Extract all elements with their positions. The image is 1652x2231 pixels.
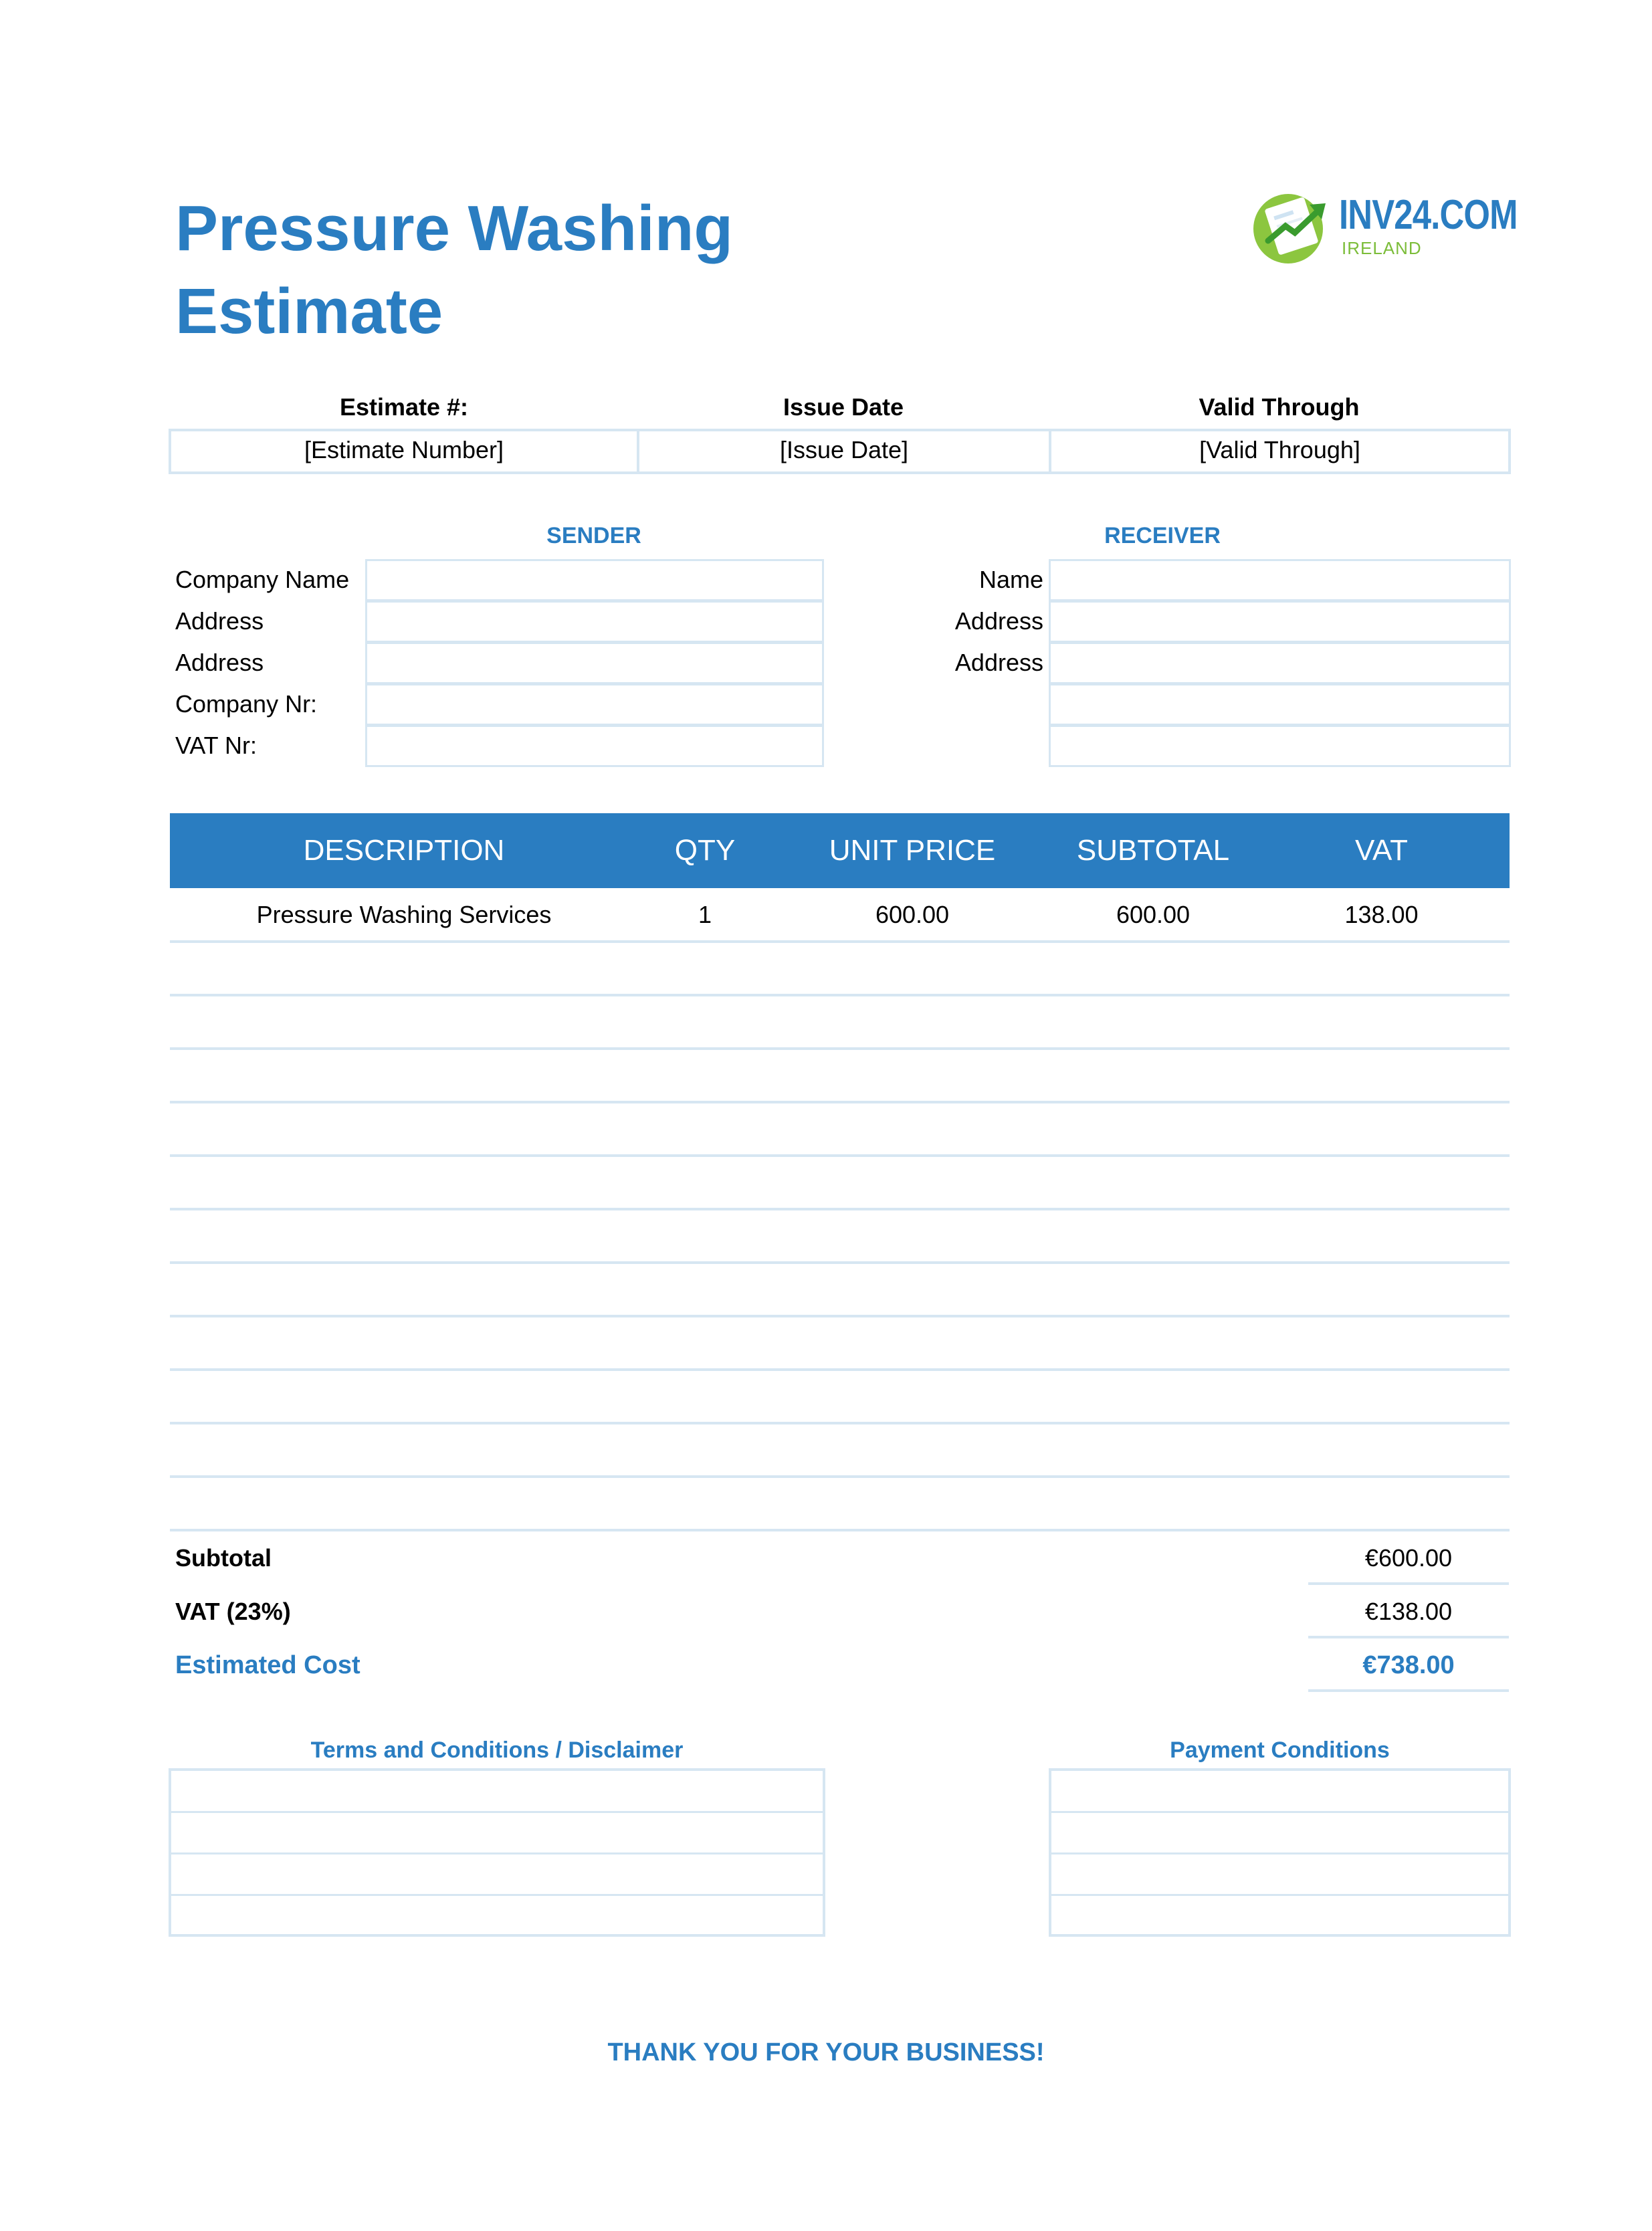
issue-date-field[interactable] xyxy=(637,429,1051,474)
sender-label-address-1: Address xyxy=(175,607,264,635)
thank-you-message: THANK YOU FOR YOUR BUSINESS! xyxy=(607,2038,1045,2066)
row-divider xyxy=(170,994,1510,996)
sender-address-1-input[interactable] xyxy=(365,601,824,643)
receiver-extra-1-input[interactable] xyxy=(1049,683,1511,726)
row-unit-price: 600.00 xyxy=(875,901,950,928)
row-divider xyxy=(170,1208,1510,1210)
terms-textarea[interactable] xyxy=(169,1768,825,1937)
valid-through-field[interactable] xyxy=(1049,429,1511,474)
row-description: Pressure Washing Services xyxy=(256,901,552,928)
title-line-2: Estimate xyxy=(175,276,443,347)
terms-title: Terms and Conditions / Disclaimer xyxy=(310,1737,684,1763)
sender-label-address-2: Address xyxy=(175,649,264,676)
row-divider xyxy=(170,1475,1510,1478)
vat-label: VAT (23%) xyxy=(175,1598,291,1625)
sender-company-name-input[interactable] xyxy=(365,559,824,601)
row-vat: 138.00 xyxy=(1344,901,1419,928)
sender-label-company-name: Company Name xyxy=(175,566,350,593)
row-divider xyxy=(170,1101,1510,1103)
receiver-title: RECEIVER xyxy=(1104,523,1221,548)
logo-brand: INV24.COM xyxy=(1339,192,1518,238)
issue-date-value: [Issue Date] xyxy=(779,436,909,463)
estimated-cost-value: €738.00 xyxy=(1362,1651,1455,1679)
row-qty: 1 xyxy=(698,901,712,928)
sender-label-company-nr: Company Nr: xyxy=(175,690,318,718)
subtotal-label: Subtotal xyxy=(175,1544,272,1572)
items-table-header xyxy=(170,813,1510,888)
estimate-number-value: [Estimate Number] xyxy=(304,436,504,463)
header-qty: QTY xyxy=(674,834,736,867)
estimated-cost-label: Estimated Cost xyxy=(175,1651,360,1679)
row-divider xyxy=(170,940,1510,943)
subtotal-value: €600.00 xyxy=(1364,1544,1453,1572)
invoice-growth-arrow-icon xyxy=(1248,185,1335,265)
title-line-1: Pressure Washing xyxy=(175,193,734,264)
sender-label-vat-nr: VAT Nr: xyxy=(175,732,257,759)
row-divider xyxy=(170,1261,1510,1264)
sender-vat-nr-input[interactable] xyxy=(365,725,824,767)
row-subtotal: 600.00 xyxy=(1116,901,1191,928)
header-vat: VAT xyxy=(1354,834,1409,867)
receiver-label-name: Name xyxy=(978,566,1043,593)
terms-line xyxy=(171,1852,823,1854)
row-divider xyxy=(170,1315,1510,1317)
row-divider xyxy=(170,1047,1510,1050)
totals-divider xyxy=(1308,1689,1509,1692)
payment-textarea[interactable] xyxy=(1049,1768,1511,1937)
estimate-number-label: Estimate #: xyxy=(339,393,469,421)
header-unit-price: UNIT PRICE xyxy=(829,834,996,867)
receiver-address-2-input[interactable] xyxy=(1049,642,1511,684)
row-divider xyxy=(170,1368,1510,1371)
receiver-extra-2-input[interactable] xyxy=(1049,725,1511,767)
header-description: DESCRIPTION xyxy=(303,834,505,867)
terms-line xyxy=(171,1894,823,1896)
valid-through-value: [Valid Through] xyxy=(1199,436,1360,463)
valid-through-label: Valid Through xyxy=(1199,393,1360,421)
payment-line xyxy=(1051,1852,1508,1854)
table-row[interactable] xyxy=(170,888,1510,942)
row-divider xyxy=(170,1422,1510,1424)
vat-value: €138.00 xyxy=(1364,1598,1453,1625)
sender-company-nr-input[interactable] xyxy=(365,683,824,726)
receiver-label-address-1: Address xyxy=(954,607,1043,635)
receiver-address-1-input[interactable] xyxy=(1049,601,1511,643)
header-subtotal: SUBTOTAL xyxy=(1076,834,1230,867)
terms-line xyxy=(171,1811,823,1813)
payment-line xyxy=(1051,1894,1508,1896)
issue-date-label: Issue Date xyxy=(783,393,904,421)
receiver-name-input[interactable] xyxy=(1049,559,1511,601)
payment-title: Payment Conditions xyxy=(1170,1737,1390,1763)
estimate-number-field[interactable] xyxy=(169,429,639,474)
document-title xyxy=(175,187,733,353)
payment-line xyxy=(1051,1811,1508,1813)
sender-address-2-input[interactable] xyxy=(365,642,824,684)
receiver-label-address-2: Address xyxy=(954,649,1043,676)
row-divider xyxy=(170,1154,1510,1157)
logo-region: IRELAND xyxy=(1342,238,1422,258)
sender-title: SENDER xyxy=(546,523,641,548)
